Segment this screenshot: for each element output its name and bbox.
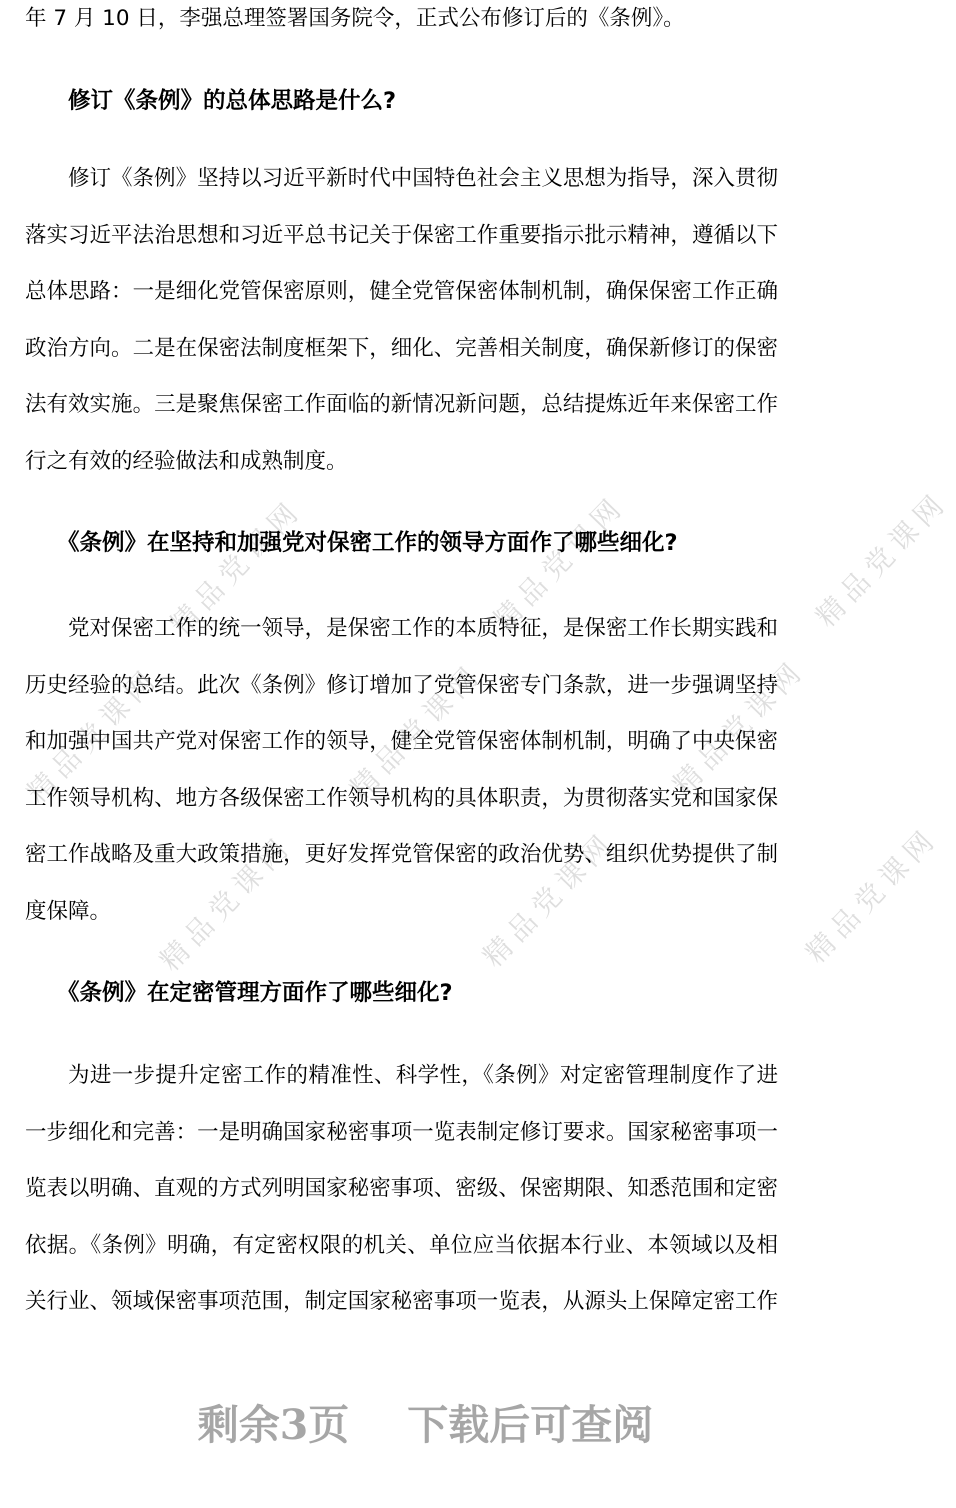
text-line: 密工作战略及重大政策措施，更好发挥党管保密的政治优势、组织优势提供了制 [25,842,778,867]
text-line: 和加强中国共产党对保密工作的领导，健全党管保密体制机制，明确了中央保密 [25,729,778,754]
text-line: 依据。《条例》明确，有定密权限的机关、单位应当依据本行业、本领域以及相 [25,1232,778,1258]
text-line: 修订《条例》坚持以习近平新时代中国特色社会主义思想为指导，深入贯彻 [68,166,778,191]
text-line: 落实习近平法治思想和习近平总书记关于保密工作重要指示批示精神，遵循以下 [25,222,778,248]
text-line: 关行业、领域保密事项范围，制定国家秘密事项一览表，从源头上保障定密工作 [25,1289,778,1314]
section-heading-1: 修订《条例》的总体思路是什么? [68,88,397,114]
text-line: 法有效实施。三是聚焦保密工作面临的新情况新问题，总结提炼近年来保密工作 [25,392,778,417]
preview-footer[interactable] [25,1399,778,1452]
paragraph-2 [25,601,778,940]
watermark-text: 精品党课网 [666,652,812,802]
download-hint-label: 下载后可查阅 [407,1401,654,1449]
text-line: 度保障。 [25,898,112,924]
text-line: 行之有效的经验做法和成熟制度。 [25,448,348,474]
watermark-text: 精品党课网 [20,660,166,810]
remaining-pages-label: 剩余3页 [197,1401,350,1449]
watermark-text: 精品党课网 [799,820,945,970]
text-line: 党对保密工作的统一领导，是保密工作的本质特征，是保密工作长期实践和 [68,616,778,641]
watermark-text: 精品党课网 [809,484,955,634]
intro-line: 年 7 月 10 日，李强总理签署国务院令，正式公布修订后的《条例》。 [25,6,685,31]
text-line: 历史经验的总结。此次《条例》修订增加了党管保密专门条款，进一步强调坚持 [25,672,778,698]
section-heading-2: 《条例》在坚持和加强党对保密工作的领导方面作了哪些细化? [57,530,678,556]
watermark-text: 精品党课网 [343,656,489,806]
section-heading-3: 《条例》在定密管理方面作了哪些细化? [57,980,453,1006]
text-line: 览表以明确、直观的方式列明国家秘密事项、密级、保密期限、知悉范围和定密 [25,1176,778,1201]
paragraph-3 [25,1048,778,1331]
watermark-text: 精品党课网 [163,492,309,642]
text-line: 总体思路：一是细化党管保密原则，健全党管保密体制机制，确保保密工作正确 [25,279,778,304]
text-line: 政治方向。二是在保密法制度框架下，细化、完善相关制度，确保新修订的保密 [25,335,778,361]
watermark-text: 精品党课网 [486,488,632,638]
text-line: 一步细化和完善：一是明确国家秘密事项一览表制定修订要求。国家秘密事项一 [25,1119,778,1145]
paragraph-1 [25,151,778,490]
text-line: 工作领导机构、地方各级保密工作领导机构的具体职责，为贯彻落实党和国家保 [25,785,778,811]
watermark-text: 精品党课网 [476,824,622,974]
text-line: 为进一步提升定密工作的精准性、科学性，《条例》对定密管理制度作了进 [68,1063,778,1088]
watermark-text: 精品党课网 [153,828,299,978]
